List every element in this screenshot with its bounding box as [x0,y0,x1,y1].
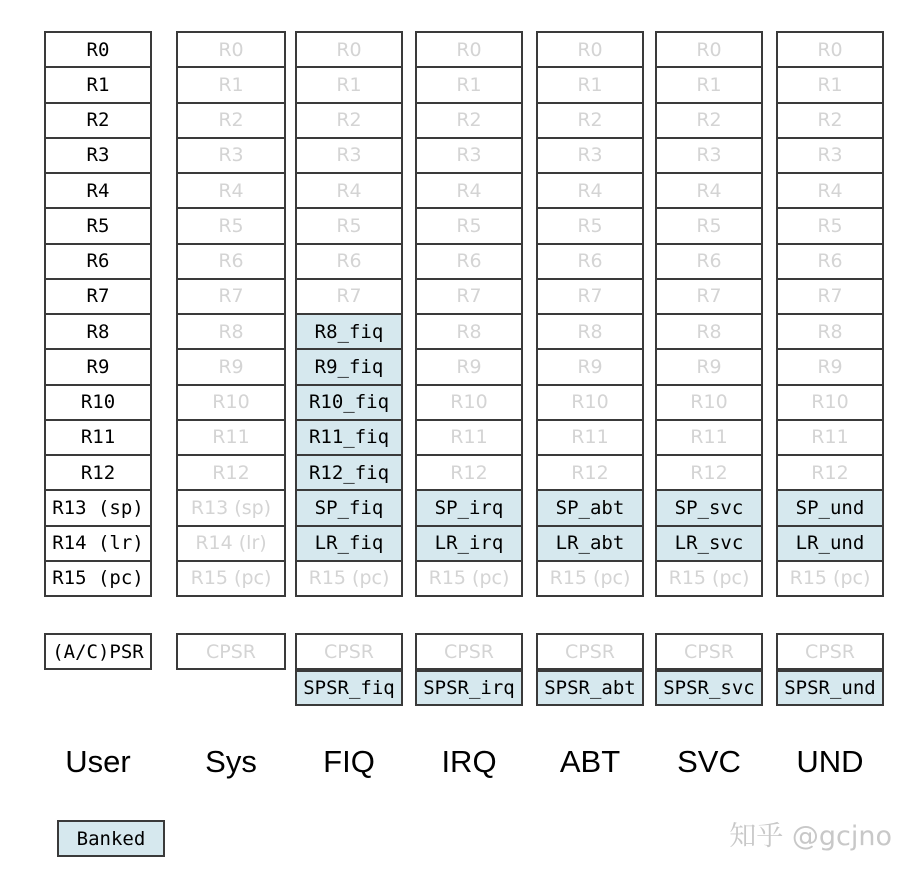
register-cell: R10 [536,384,644,421]
psr-cell: (A/C)PSR [44,633,152,670]
register-cell: R15 (pc) [536,560,644,597]
register-cell: R3 [44,137,152,174]
register-cell: R0 [536,31,644,68]
register-cell: R5 [776,207,884,244]
register-cell: R9 [776,348,884,385]
register-cell: R15 (pc) [176,560,286,597]
register-cell: R7 [44,278,152,315]
register-cell: R13 (sp) [176,489,286,526]
register-cell: R6 [176,243,286,280]
register-cell: R11 [176,419,286,456]
register-cell: R11 [536,419,644,456]
register-cell: R2 [295,102,403,139]
register-cell: R6 [295,243,403,280]
mode-label: FIQ [323,744,375,779]
register-cell: R1 [415,66,523,103]
register-cell: R1 [655,66,763,103]
register-cell: SP_abt [536,489,644,526]
psr-cell: CPSR [176,633,286,670]
register-cell: SP_fiq [295,489,403,526]
register-cell: R7 [415,278,523,315]
register-cell: R15 (pc) [295,560,403,597]
register-cell: LR_abt [536,525,644,562]
register-cell: R1 [295,66,403,103]
register-cell: R3 [536,137,644,174]
register-cell: R0 [295,31,403,68]
register-cell: R3 [655,137,763,174]
register-cell: R9_fiq [295,348,403,385]
register-cell: R8 [415,313,523,350]
register-cell: R11 [655,419,763,456]
register-cell: R4 [776,172,884,209]
register-cell: R0 [176,31,286,68]
register-cell: R11 [44,419,152,456]
spsr-cell: SPSR_irq [415,670,523,706]
register-cell: R4 [655,172,763,209]
register-cell: R2 [44,102,152,139]
register-cell: R9 [176,348,286,385]
register-cell: R7 [176,278,286,315]
register-cell: SP_und [776,489,884,526]
psr-cell: CPSR [776,633,884,670]
register-cell: R9 [44,348,152,385]
mode-label: User [65,744,131,779]
mode-label: ABT [559,744,621,779]
register-cell: R2 [776,102,884,139]
register-cell: R0 [415,31,523,68]
register-cell: R2 [176,102,286,139]
register-cell: R7 [655,278,763,315]
register-cell: SP_irq [415,489,523,526]
register-cell: R12_fiq [295,454,403,491]
watermark: 知乎 @gcjno [729,821,892,852]
spsr-cell: SPSR_und [776,670,884,706]
register-cell: R10 [415,384,523,421]
register-cell: R12 [176,454,286,491]
register-cell: R4 [415,172,523,209]
register-cell: R5 [655,207,763,244]
psr-cell: CPSR [295,633,403,670]
psr-cell: CPSR [536,633,644,670]
register-cell: R5 [415,207,523,244]
register-cell: R15 (pc) [655,560,763,597]
register-cell: R4 [295,172,403,209]
register-cell: LR_irq [415,525,523,562]
register-cell: R10 [44,384,152,421]
register-cell: R9 [655,348,763,385]
register-cell: LR_svc [655,525,763,562]
register-cell: R12 [776,454,884,491]
register-cell: R10_fiq [295,384,403,421]
register-cell: R10 [655,384,763,421]
register-cell: R4 [176,172,286,209]
mode-label: Sys [205,744,257,779]
register-cell: R8 [176,313,286,350]
register-cell: R15 (pc) [415,560,523,597]
register-cell: R2 [655,102,763,139]
register-cell: R4 [536,172,644,209]
register-cell: R11 [415,419,523,456]
mode-label: SVC [677,744,741,779]
register-cell: R10 [176,384,286,421]
register-cell: R5 [295,207,403,244]
register-cell: R5 [176,207,286,244]
mode-label: IRQ [441,744,497,779]
register-cell: R8 [776,313,884,350]
register-cell: R14 (lr) [44,525,152,562]
register-cell: R2 [415,102,523,139]
psr-cell: CPSR [415,633,523,670]
register-cell: R11_fiq [295,419,403,456]
register-cell: R9 [415,348,523,385]
spsr-cell: SPSR_fiq [295,670,403,706]
register-cell: R9 [536,348,644,385]
register-cell: R7 [776,278,884,315]
register-cell: R5 [44,207,152,244]
mode-label: UND [796,744,864,779]
register-cell: R0 [776,31,884,68]
register-cell: R7 [536,278,644,315]
register-cell: R11 [776,419,884,456]
register-cell: R1 [44,66,152,103]
legend-banked-swatch [57,820,165,857]
register-cell: R6 [536,243,644,280]
register-cell: R12 [44,454,152,491]
register-cell: R8 [655,313,763,350]
register-cell: R8 [44,313,152,350]
register-cell: R6 [776,243,884,280]
spsr-cell: SPSR_abt [536,670,644,706]
register-cell: R3 [415,137,523,174]
register-cell: R1 [776,66,884,103]
register-cell: R12 [415,454,523,491]
register-cell: R0 [655,31,763,68]
register-cell: R8 [536,313,644,350]
register-cell: R4 [44,172,152,209]
register-cell: R12 [536,454,644,491]
register-cell: R13 (sp) [44,489,152,526]
register-cell: R14 (lr) [176,525,286,562]
register-cell: R15 (pc) [776,560,884,597]
register-cell: R5 [536,207,644,244]
register-cell: R7 [295,278,403,315]
register-cell: R3 [295,137,403,174]
register-cell: R8_fiq [295,313,403,350]
register-cell: SP_svc [655,489,763,526]
register-cell: R2 [536,102,644,139]
register-cell: LR_fiq [295,525,403,562]
register-cell: R15 (pc) [44,560,152,597]
register-cell: R3 [176,137,286,174]
psr-cell: CPSR [655,633,763,670]
register-cell: LR_und [776,525,884,562]
register-cell: R1 [176,66,286,103]
register-cell: R3 [776,137,884,174]
legend-banked-label: Banked [76,827,146,850]
register-cell: R10 [776,384,884,421]
register-cell: R1 [536,66,644,103]
register-cell: R6 [44,243,152,280]
register-cell: R12 [655,454,763,491]
register-cell: R6 [415,243,523,280]
register-cell: R6 [655,243,763,280]
spsr-cell: SPSR_svc [655,670,763,706]
register-cell: R0 [44,31,152,68]
